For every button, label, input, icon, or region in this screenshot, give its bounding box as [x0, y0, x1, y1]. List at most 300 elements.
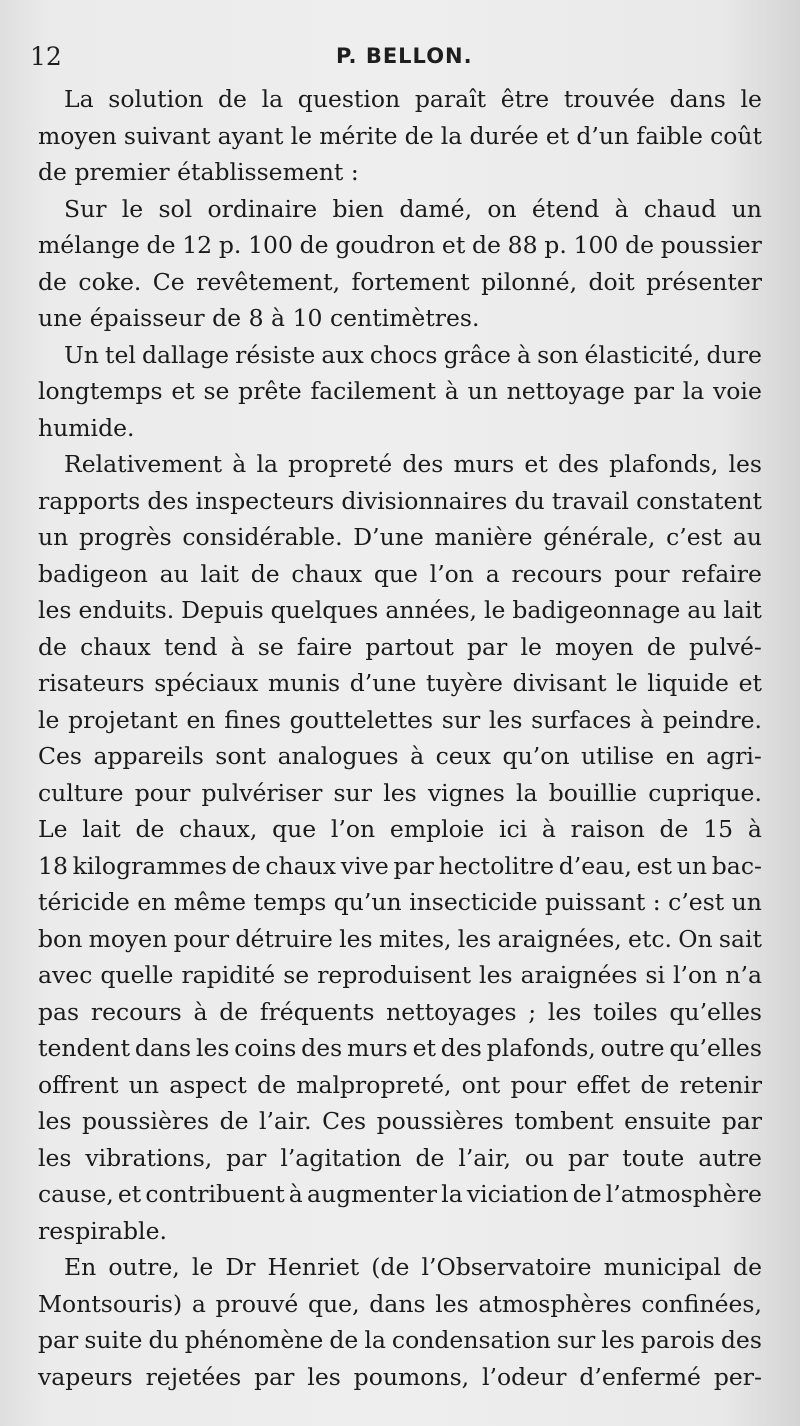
word: les	[435, 1289, 469, 1318]
word: D’une	[353, 523, 424, 551]
word: de	[659, 815, 689, 843]
word: aspect	[169, 1070, 247, 1099]
word: de	[231, 851, 261, 880]
word: Montsouris)	[38, 1289, 183, 1318]
word: d’eau,	[558, 851, 632, 880]
word: gouttelettes	[289, 705, 434, 734]
word: même	[173, 888, 247, 916]
word: que	[373, 559, 418, 588]
word: effet	[576, 1070, 631, 1099]
word: de	[219, 997, 249, 1026]
word: ;	[528, 997, 537, 1026]
word: et	[441, 231, 466, 259]
word: bouillie	[548, 778, 638, 807]
word: vignes	[427, 778, 505, 807]
word: années,	[385, 596, 477, 624]
word: résiste	[235, 340, 316, 369]
word: dans	[369, 1289, 426, 1318]
word: épaisseur	[89, 304, 205, 332]
word: se	[257, 632, 284, 661]
word: les	[38, 596, 72, 624]
word: outre	[600, 1034, 665, 1062]
word: sur	[556, 1326, 596, 1354]
word: par	[467, 632, 508, 661]
word: des	[147, 486, 189, 515]
word: Ce	[152, 267, 185, 296]
word: de	[38, 267, 67, 296]
word: municipal	[603, 1253, 721, 1281]
word: le	[616, 669, 638, 697]
word: durée	[469, 121, 539, 150]
word: tendent	[38, 1034, 131, 1062]
word: les	[38, 1143, 72, 1172]
word: 18	[38, 851, 68, 880]
word: nettoyage	[506, 377, 625, 405]
word: de	[218, 85, 247, 113]
word: contribuent	[145, 1180, 285, 1208]
word: par	[721, 1107, 762, 1135]
word: parois	[640, 1326, 715, 1354]
word: tombent	[514, 1107, 614, 1135]
word: le	[740, 85, 762, 113]
word: ordinaire	[207, 194, 318, 223]
word: travail	[551, 486, 629, 515]
word: quelle	[100, 961, 174, 989]
word: lait	[82, 815, 121, 843]
word: et	[738, 669, 762, 697]
word: condensation	[391, 1326, 551, 1354]
word: à	[232, 450, 247, 478]
word: vive	[340, 851, 389, 880]
word: sol	[158, 194, 193, 223]
word: les	[601, 1326, 635, 1354]
text-line	[38, 264, 762, 301]
word: de	[625, 231, 655, 259]
word: bien	[332, 194, 385, 223]
word: de	[404, 121, 434, 150]
word: les	[488, 705, 523, 734]
word: mélange	[38, 231, 140, 259]
word: son	[537, 340, 579, 369]
word: sur	[333, 778, 372, 807]
word: confinées,	[641, 1289, 762, 1318]
word: rapports	[38, 486, 141, 515]
word: tel	[105, 340, 136, 369]
text-line	[38, 410, 762, 447]
word: dallage	[141, 340, 230, 369]
word: des	[720, 1326, 762, 1354]
word: insecticide	[409, 888, 538, 916]
word: les	[195, 1034, 230, 1062]
word: des	[557, 450, 599, 478]
text-line	[38, 337, 762, 374]
word: vapeurs	[38, 1362, 133, 1391]
word: que,	[308, 1289, 360, 1318]
word: premier	[74, 158, 170, 186]
word: de	[219, 1107, 249, 1135]
text-line	[38, 1322, 762, 1359]
word: moyen	[88, 924, 168, 953]
word: détruire	[235, 924, 333, 953]
word: manière	[434, 523, 533, 551]
word: puissant	[544, 888, 646, 916]
word: la	[441, 1180, 463, 1208]
word: que	[272, 815, 317, 843]
word: progrès	[79, 523, 172, 551]
word: kilogrammes	[72, 851, 227, 880]
word: chaux	[291, 559, 363, 588]
word: l’on	[330, 815, 376, 843]
word: générale,	[543, 523, 656, 551]
word: lait	[200, 559, 239, 588]
word: à	[747, 815, 762, 843]
word: à	[640, 705, 655, 734]
text-line	[38, 848, 762, 885]
word: surfaces	[531, 705, 632, 734]
word: respirable.	[38, 1216, 167, 1245]
word: c’est	[666, 523, 723, 551]
word: c’est	[668, 888, 725, 916]
word: être	[500, 85, 550, 113]
word: qu’elles	[669, 1034, 762, 1062]
text-line	[38, 373, 762, 410]
word: moyen	[555, 632, 634, 661]
word: :	[652, 888, 661, 916]
word: ensuite	[624, 1107, 712, 1135]
word: pilonné,	[481, 267, 578, 296]
word: a	[485, 559, 500, 588]
word: élasticité,	[584, 340, 701, 369]
word: emploie	[389, 815, 485, 843]
word: un	[467, 377, 498, 405]
text-line	[38, 300, 762, 337]
word: faible	[636, 121, 703, 150]
text-line	[38, 227, 762, 264]
word: peindre.	[662, 705, 762, 734]
word: sait	[718, 924, 762, 953]
text-line	[38, 629, 762, 666]
word: les	[547, 997, 582, 1026]
word: un	[38, 523, 69, 551]
word: pulvériser	[201, 778, 323, 807]
word: chaud	[643, 194, 717, 223]
word: cuprique.	[648, 778, 762, 807]
word: murs	[453, 450, 515, 478]
word: paraît	[414, 85, 487, 113]
word: la	[440, 121, 463, 150]
word: ont	[461, 1070, 501, 1099]
word: d’enfermé	[579, 1362, 701, 1391]
word: p.	[544, 231, 567, 259]
word: l’agitation	[280, 1143, 402, 1172]
word: un	[676, 851, 708, 880]
word: l’Observatoire	[421, 1253, 592, 1281]
word: facilement	[310, 377, 437, 405]
word: de	[472, 231, 501, 259]
word: moyen	[38, 121, 117, 150]
word: de	[415, 1143, 445, 1172]
word: rejetées	[145, 1362, 242, 1391]
word: 12	[182, 231, 213, 259]
word: à	[271, 304, 286, 332]
word: Sur	[64, 194, 107, 223]
word: utilise	[580, 742, 655, 770]
word: la	[364, 1326, 386, 1354]
word: On	[678, 924, 713, 953]
word: de	[135, 815, 165, 843]
word: dans	[134, 1034, 192, 1062]
word: les	[457, 924, 492, 953]
word: viciation	[466, 1180, 569, 1208]
word: si	[645, 961, 665, 989]
word: un	[731, 888, 762, 916]
text-line	[38, 921, 762, 958]
word: établissement	[177, 158, 344, 186]
text-line	[38, 556, 762, 593]
word: appareils	[93, 742, 204, 770]
word: En	[64, 1253, 97, 1281]
word: tend	[163, 632, 218, 661]
word: suivant	[123, 121, 211, 150]
word: qu’on	[502, 742, 570, 770]
word: lait	[723, 596, 762, 624]
text-line	[38, 811, 762, 848]
word: du	[148, 1326, 179, 1354]
text-line	[38, 775, 762, 812]
word: l’atmosphère	[605, 1180, 762, 1208]
word: au	[732, 523, 762, 551]
word: centimètres.	[329, 304, 480, 332]
word: présenter	[646, 267, 762, 296]
text-line	[38, 994, 762, 1031]
word: un	[128, 1070, 160, 1099]
word: l’air,	[458, 1143, 511, 1172]
word: Un	[64, 340, 99, 369]
word: temps	[253, 888, 327, 916]
word: liquide	[647, 669, 729, 697]
word: damé,	[399, 194, 473, 223]
word: ceux	[435, 742, 492, 770]
word: d’une	[349, 669, 417, 697]
word: tuyère	[426, 669, 503, 697]
word: risateurs	[38, 669, 145, 697]
word: question	[297, 85, 401, 113]
text-line	[38, 665, 762, 702]
text-line	[38, 154, 762, 191]
text-line	[38, 1359, 762, 1396]
word: enduits.	[78, 596, 175, 624]
word: on	[487, 194, 517, 223]
word: Ces	[38, 742, 82, 770]
word: se	[283, 961, 310, 989]
word: revêtement,	[196, 267, 341, 296]
word: atmosphères	[478, 1289, 632, 1318]
word: n’a	[725, 961, 762, 989]
word: et	[524, 450, 548, 478]
word: chaux,	[179, 815, 258, 843]
text-line	[38, 81, 762, 118]
word: les	[307, 1362, 341, 1391]
word: le	[520, 632, 542, 661]
word: des	[301, 1034, 343, 1062]
word: le	[38, 705, 60, 734]
word: est	[636, 851, 672, 880]
word: 8	[248, 304, 264, 332]
word: de	[146, 231, 176, 259]
word: divisant	[512, 669, 607, 697]
word: se	[203, 377, 230, 405]
word: à	[410, 742, 425, 770]
word: culture	[38, 778, 124, 807]
word: des	[440, 1034, 482, 1062]
word: outre,	[108, 1253, 180, 1281]
word: considérable.	[182, 523, 343, 551]
word: coût	[710, 121, 762, 150]
word: et	[545, 121, 570, 150]
word: badigeon	[38, 559, 148, 588]
word: à	[614, 194, 629, 223]
word: toiles	[593, 997, 658, 1026]
text-line	[38, 957, 762, 994]
word: voie	[713, 377, 762, 405]
word: coke.	[78, 267, 142, 296]
word: munis	[267, 669, 341, 697]
text-line	[38, 1030, 762, 1067]
word: :	[350, 158, 359, 186]
word: sur	[441, 705, 481, 734]
word: la	[516, 778, 538, 807]
word: et	[117, 1180, 142, 1208]
word: les	[339, 924, 373, 953]
word: par	[254, 1362, 295, 1391]
word: bon	[38, 924, 83, 953]
word: du	[514, 486, 545, 515]
word: doit	[588, 267, 635, 296]
word: étend	[531, 194, 600, 223]
word: Ces	[322, 1107, 367, 1135]
word: recours	[511, 559, 603, 588]
word: à	[288, 1180, 303, 1208]
word: et	[412, 1034, 436, 1062]
word: chaux	[80, 632, 151, 661]
word: l’on	[429, 559, 474, 588]
word: téricide	[38, 888, 130, 916]
word: Le	[38, 815, 68, 843]
word: pour	[614, 559, 670, 588]
word: partout	[365, 632, 454, 661]
word: nettoyages	[386, 997, 517, 1026]
word: et	[171, 377, 195, 405]
word: plafonds,	[609, 450, 719, 478]
word: d’un	[576, 121, 630, 150]
word: analogues	[277, 742, 399, 770]
word: poussier	[660, 231, 762, 259]
word: constatent	[636, 486, 762, 515]
word: de	[646, 632, 676, 661]
word: reproduisent	[317, 961, 472, 989]
text-line	[38, 702, 762, 739]
word: poussières	[81, 1107, 210, 1135]
text-line	[38, 483, 762, 520]
word: des	[402, 450, 444, 478]
word: plafonds,	[486, 1034, 596, 1062]
word: à	[230, 632, 245, 661]
word: coins	[234, 1034, 297, 1062]
word: à	[444, 377, 459, 405]
word: faire	[296, 632, 353, 661]
word: l’on	[673, 961, 718, 989]
text-line	[38, 1286, 762, 1323]
word: mérite	[319, 121, 398, 150]
word: araignées,	[497, 924, 622, 953]
word: la	[682, 377, 705, 405]
word: solution	[108, 85, 204, 113]
word: poumons,	[353, 1362, 470, 1391]
word: en	[186, 705, 216, 734]
word: offrent	[38, 1070, 119, 1099]
word: propreté	[288, 450, 393, 478]
word: de	[212, 304, 242, 332]
word: par	[38, 1326, 79, 1354]
text-line	[38, 446, 762, 483]
text-line	[38, 191, 762, 228]
word: chocs	[369, 340, 438, 369]
word: dure	[706, 340, 762, 369]
word: de	[38, 158, 67, 186]
word: à	[541, 815, 556, 843]
text-line	[38, 1103, 762, 1140]
word: par	[393, 851, 434, 880]
word: de	[329, 1326, 359, 1354]
word: refaire	[681, 559, 762, 588]
word: par	[633, 377, 674, 405]
word: l’air.	[259, 1107, 312, 1135]
word: fortement	[351, 267, 470, 296]
text-line	[38, 592, 762, 629]
word: une	[38, 304, 83, 332]
text-line	[38, 118, 762, 155]
word: a	[191, 1289, 206, 1318]
word: grâce	[443, 340, 511, 369]
word: fines	[224, 705, 281, 734]
word: La	[64, 85, 94, 113]
word: les	[383, 778, 417, 807]
word: ou	[524, 1143, 555, 1172]
word: longtemps	[38, 377, 163, 405]
text-line	[38, 1067, 762, 1104]
word: badigeonnage	[512, 596, 681, 624]
word: fréquents	[259, 997, 375, 1026]
word: en	[665, 742, 695, 770]
word: avec	[38, 961, 93, 989]
word: humide.	[38, 413, 135, 442]
word: spéciaux	[154, 669, 259, 697]
word: à	[193, 997, 208, 1026]
word: goudron	[335, 231, 436, 259]
word: etc.	[628, 924, 673, 953]
word: par	[568, 1143, 609, 1172]
page-header	[0, 38, 800, 74]
text-line	[38, 1249, 762, 1286]
word: murs	[347, 1034, 408, 1062]
word: l’odeur	[482, 1362, 567, 1391]
word: pour	[510, 1070, 567, 1099]
word: Henriet	[267, 1253, 360, 1281]
word: Depuis	[181, 596, 264, 624]
word: (de	[371, 1253, 410, 1281]
word: pas	[38, 997, 80, 1026]
text-line	[38, 1140, 762, 1177]
